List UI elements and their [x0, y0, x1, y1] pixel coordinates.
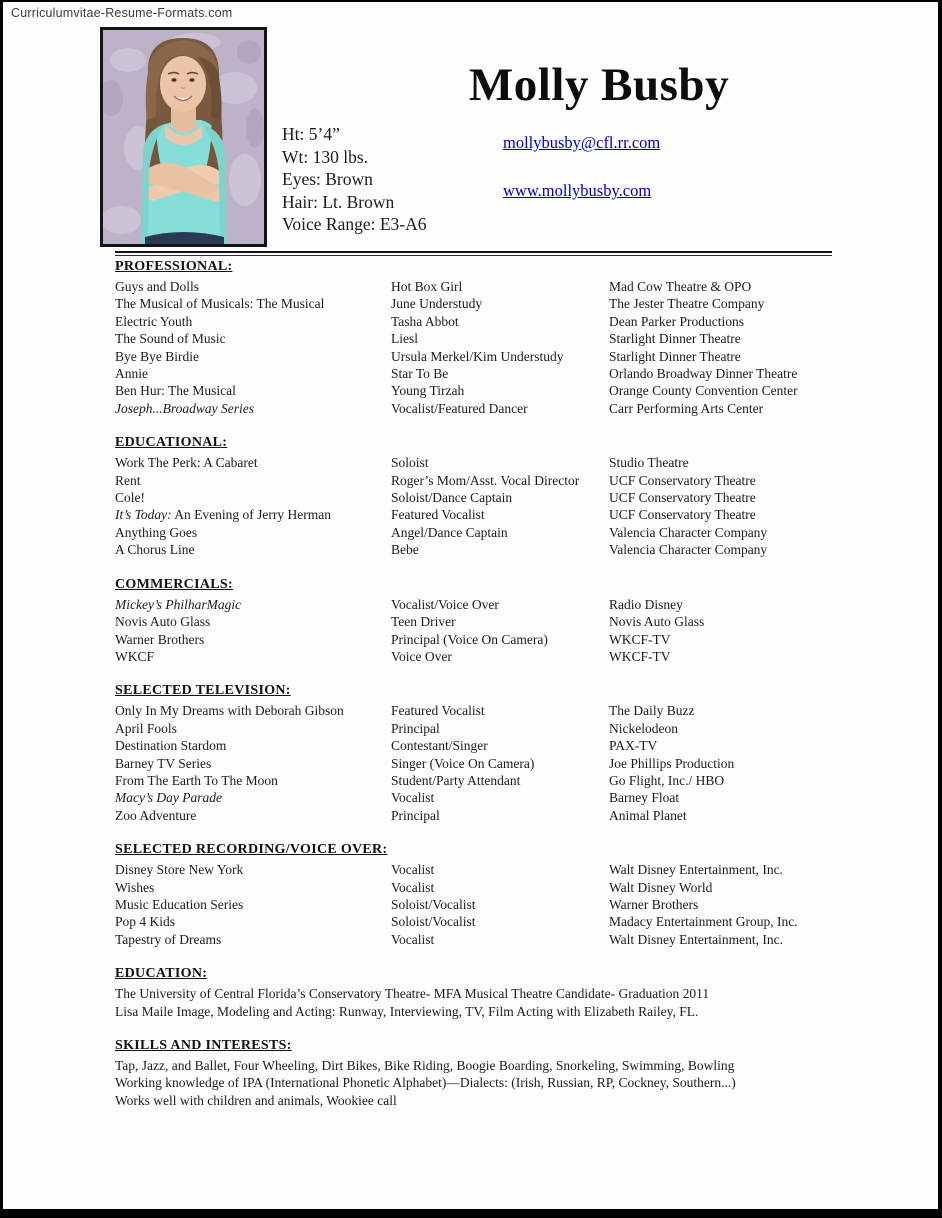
role-cell: Featured Vocalist [391, 703, 485, 719]
role-cell: Soloist/Vocalist [391, 914, 476, 930]
section-education [115, 966, 832, 1020]
headshot-illustration [103, 30, 264, 244]
resume-body [115, 251, 832, 1127]
role-cell: Vocalist [391, 931, 435, 947]
credit-row [115, 913, 832, 930]
role-cell: Student/Party Attendant [391, 772, 521, 788]
show-cell: Joseph...Broadway Series [115, 400, 254, 416]
show-cell: April Fools [115, 720, 177, 736]
website-link[interactable]: www.mollybusby.com [503, 181, 652, 200]
venue-cell: Orlando Broadway Dinner Theatre [609, 366, 798, 382]
section-title: EDUCATIONAL: [115, 435, 228, 451]
venue-cell: The Daily Buzz [609, 703, 695, 719]
venue-cell: Starlight Dinner Theatre [609, 331, 741, 347]
venue-cell: Valencia Character Company [609, 542, 768, 558]
venue-cell: Studio Theatre [609, 455, 689, 471]
show-cell: A Chorus Line [115, 542, 195, 558]
show-cell: Work The Perk: A Cabaret [115, 455, 258, 471]
section-title: PROFESSIONAL: [115, 259, 233, 274]
skills-line: Works well with children and animals, Wookiee call [115, 1092, 397, 1108]
divider-rule [115, 251, 832, 256]
venue-cell: Warner Brothers [609, 896, 699, 912]
show-cell: Destination Stardom [115, 738, 227, 754]
show-cell: It’s Today: An Evening of Jerry Herman [115, 507, 331, 523]
show-cell: Rent [115, 472, 141, 488]
show-cell: Tapestry of Dreams [115, 931, 222, 947]
credit-row [115, 400, 832, 417]
show-cell: Guys and Dolls [115, 279, 199, 294]
venue-cell: Go Flight, Inc./ HBO [609, 772, 725, 788]
role-cell: Star To Be [391, 366, 449, 382]
role-cell: Vocalist [391, 879, 435, 895]
role-cell: Vocalist/Voice Over [391, 596, 499, 612]
venue-cell: Walt Disney Entertainment, Inc. [609, 931, 783, 947]
role-cell: Voice Over [391, 648, 452, 664]
role-cell: Vocalist/Featured Dancer [391, 400, 528, 416]
credit-row [115, 278, 832, 295]
headshot-photo [100, 27, 267, 247]
show-cell: Wishes [115, 879, 155, 895]
page-title: Molly Busby [468, 59, 730, 111]
stat-line: Wt: 130 lbs. [282, 146, 369, 167]
credit-row [115, 472, 832, 489]
venue-cell: Nickelodeon [609, 720, 678, 736]
venue-cell: Mad Cow Theatre & OPO [609, 279, 752, 294]
credit-row [115, 330, 832, 347]
credit-row [115, 931, 832, 948]
stat-line: Voice Range: E3-A6 [282, 214, 427, 234]
role-cell: Tasha Abbot [391, 313, 459, 329]
role-cell: Ursula Merkel/Kim Understudy [391, 348, 564, 364]
role-cell: Bebe [391, 542, 419, 558]
venue-cell: Walt Disney Entertainment, Inc. [609, 862, 783, 878]
role-cell: Roger’s Mom/Asst. Vocal Director [391, 472, 580, 488]
show-cell: Annie [115, 366, 148, 382]
show-cell: Electric Youth [115, 313, 193, 329]
credit-row [115, 772, 832, 789]
role-cell: Hot Box Girl [391, 279, 463, 294]
credit-row [115, 789, 832, 806]
show-cell: Bye Bye Birdie [115, 348, 199, 364]
show-cell: Disney Store New York [115, 862, 244, 878]
credit-row [115, 524, 832, 541]
credits-table [115, 454, 832, 558]
credits-table [115, 861, 832, 948]
section-title: SELECTED TELEVISION: [115, 683, 291, 699]
credit-row [115, 365, 832, 382]
section-title: SELECTED RECORDING/VOICE OVER: [115, 842, 388, 858]
role-cell: Principal (Voice On Camera) [391, 631, 548, 647]
show-cell: Only In My Dreams with Deborah Gibson [115, 703, 344, 719]
credit-row [115, 807, 832, 824]
role-cell: Featured Vocalist [391, 507, 485, 523]
section-skills-interests [115, 1038, 832, 1109]
credit-row [115, 489, 832, 506]
show-cell: Mickey’s PhilharMagic [115, 596, 242, 612]
role-cell: Soloist [391, 455, 429, 471]
section-title: COMMERCIALS: [115, 576, 233, 592]
credit-row [115, 648, 832, 665]
venue-cell: Barney Float [609, 790, 680, 806]
credit-row [115, 541, 832, 558]
show-cell: Anything Goes [115, 524, 198, 540]
section-commercials [115, 577, 832, 666]
venue-cell: Orange County Convention Center [609, 383, 798, 399]
credit-row [115, 755, 832, 772]
venue-cell: WKCF-TV [609, 631, 671, 647]
section-selected-recording [115, 842, 832, 948]
venue-cell: Radio Disney [609, 596, 683, 612]
role-cell: Liesl [391, 331, 418, 347]
venue-cell: Dean Parker Productions [609, 313, 744, 329]
role-cell: Teen Driver [391, 614, 456, 630]
credit-row [115, 596, 832, 613]
education-line: Lisa Maile Image, Modeling and Acting: Runway, Interviewing, TV, Film Acting with Elizabeth Railey, FL. [115, 1003, 699, 1019]
credits-table [115, 278, 832, 417]
credit-row [115, 737, 832, 754]
education-lines [115, 985, 832, 1020]
stat-line: Hair: Lt. Brown [282, 191, 395, 212]
credit-row [115, 861, 832, 878]
credit-row [115, 613, 832, 630]
education-line: The University of Central Florida’s Conservatory Theatre- MFA Musical Theatre Candidate- Graduation 2011 [115, 986, 710, 1002]
credit-row [115, 506, 832, 523]
role-cell: Principal [391, 720, 440, 736]
credit-row [115, 295, 832, 312]
venue-cell: UCF Conservatory Theatre [609, 490, 756, 506]
venue-cell: Walt Disney World [609, 879, 713, 895]
credits-table [115, 596, 832, 666]
venue-cell: Novis Auto Glass [609, 614, 705, 630]
venue-cell: The Jester Theatre Company [609, 296, 765, 312]
role-cell: Contestant/Singer [391, 738, 488, 754]
credit-row [115, 896, 832, 913]
role-cell: Soloist/Vocalist [391, 896, 476, 912]
stat-line: Ht: 5’4” [282, 124, 340, 144]
stats-block [282, 123, 427, 236]
role-cell: June Understudy [391, 296, 483, 312]
show-cell: Ben Hur: The Musical [115, 383, 236, 399]
credit-row [115, 879, 832, 896]
section-title: SKILLS AND INTERESTS: [115, 1038, 292, 1053]
venue-cell: WKCF-TV [609, 648, 671, 664]
section-title: EDUCATION: [115, 966, 208, 982]
venue-cell: UCF Conservatory Theatre [609, 507, 756, 523]
credit-row [115, 313, 832, 330]
credit-row [115, 348, 832, 365]
credit-row [115, 382, 832, 399]
section-selected-television [115, 683, 832, 824]
venue-cell: Animal Planet [609, 807, 687, 823]
show-cell: Pop 4 Kids [115, 914, 176, 930]
role-cell: Angel/Dance Captain [391, 524, 508, 540]
show-cell: Macy’s Day Parade [115, 790, 222, 806]
show-cell: Novis Auto Glass [115, 614, 211, 630]
skills-line: Tap, Jazz, and Ballet, Four Wheeling, Dirt Bikes, Bike Riding, Boogie Boarding, Snorkeling, Swimming, Bowling [115, 1058, 735, 1073]
section-professional [115, 259, 832, 417]
credits-table [115, 702, 832, 824]
show-cell: Warner Brothers [115, 631, 205, 647]
role-cell: Principal [391, 807, 440, 823]
credit-row [115, 631, 832, 648]
credit-row [115, 454, 832, 471]
role-cell: Vocalist [391, 862, 435, 878]
show-cell: The Sound of Music [115, 331, 226, 347]
role-cell: Vocalist [391, 790, 435, 806]
venue-cell: Madacy Entertainment Group, Inc. [609, 914, 798, 930]
credit-row [115, 702, 832, 719]
show-cell: The Musical of Musicals: The Musical [115, 296, 325, 312]
show-cell: From The Earth To The Moon [115, 772, 278, 788]
show-cell: Cole! [115, 490, 145, 506]
venue-cell: PAX-TV [609, 738, 658, 754]
stat-line: Eyes: Brown [282, 169, 373, 189]
skills-line: Working knowledge of IPA (International Phonetic Alphabet)—Dialects: (Irish, Russian, RP, Cockney, Southern...) [115, 1075, 736, 1091]
email-link[interactable]: mollybusby@cfl.rr.com [503, 133, 661, 152]
role-cell: Soloist/Dance Captain [391, 490, 513, 506]
venue-cell: UCF Conservatory Theatre [609, 472, 756, 488]
skills-lines [115, 1057, 832, 1109]
role-cell: Young Tirzah [391, 383, 465, 399]
show-cell: Barney TV Series [115, 755, 212, 771]
credit-row [115, 720, 832, 737]
role-cell: Singer (Voice On Camera) [391, 755, 535, 771]
section-educational [115, 435, 832, 558]
watermark-url: Curriculumvitae-Resume-Formats.com [11, 6, 233, 20]
venue-cell: Starlight Dinner Theatre [609, 348, 741, 364]
show-cell: Music Education Series [115, 896, 244, 912]
venue-cell: Valencia Character Company [609, 524, 768, 540]
show-cell: Zoo Adventure [115, 807, 197, 823]
show-cell: WKCF [115, 648, 155, 664]
venue-cell: Carr Performing Arts Center [609, 400, 764, 416]
venue-cell: Joe Phillips Production [609, 755, 735, 771]
